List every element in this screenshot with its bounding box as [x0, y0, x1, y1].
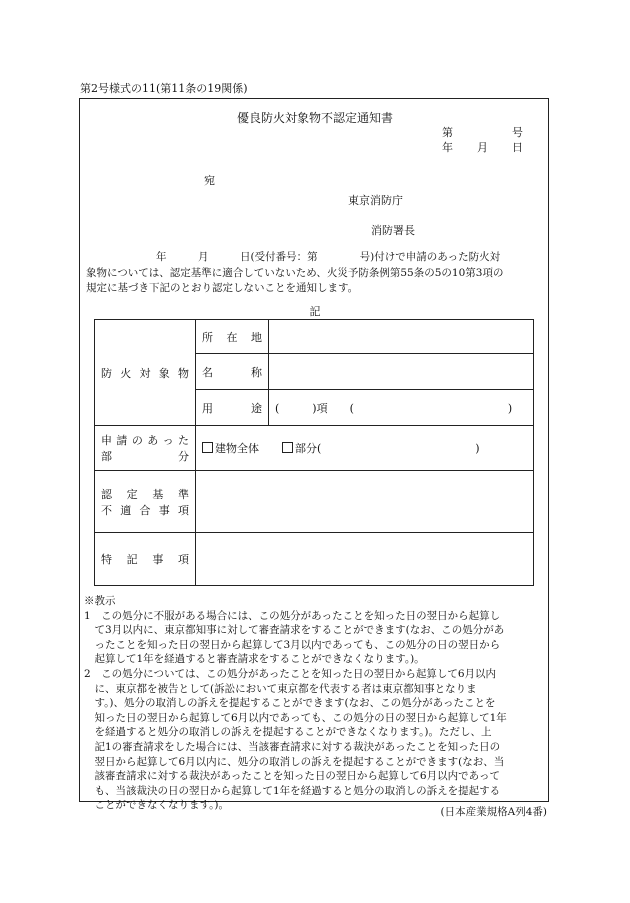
notes-line: 記1の審査請求をした場合には、当該審査請求に対する裁決があったことを知った日の [84, 740, 501, 753]
name-label-cell [196, 354, 269, 390]
date-day: 日 [512, 141, 523, 154]
notes-line: 翌日から起算して6月以内に、処分の取消しの訴えを提起することができます(なお、当 [84, 755, 505, 768]
partial-label: 部分( ) [295, 442, 480, 455]
location-label: 所在地 [202, 330, 262, 344]
jis-size-note: (日本産業規格A列4番) [440, 806, 547, 818]
building-all-checkbox[interactable] [202, 442, 213, 453]
notes-line: 該審査請求に対する裁決があったことを知った日の翌日から起算して6月以内であって [84, 770, 500, 783]
notes-line: て3月以内に、東京都知事に対して審査請求をすることができます(なお、この処分があ [84, 624, 505, 637]
ki-heading: 記 [309, 305, 321, 318]
notes-line: 1 この処分に不服がある場合には、この処分があったことを知った日の翌日から起算し [84, 609, 501, 622]
noncompliance-label-cell [95, 471, 196, 533]
addressee-suffix: 宛 [204, 174, 215, 187]
notes-heading: ※教示 [84, 595, 116, 607]
usage-value: ( )項 ( ) [275, 401, 513, 415]
remarks-label-cell [95, 533, 196, 586]
agency-name: 東京消防庁 [348, 194, 403, 207]
applied-part-label-cell [95, 426, 196, 471]
body-line: 規定に基づき下記のとおり認定しないことを通知します。 [86, 282, 359, 294]
form-caption: 第2号様式の11(第11条の19関係) [80, 82, 248, 95]
remarks-label: 特記事項 [101, 553, 189, 566]
notice-body [86, 250, 544, 297]
date-month: 月 [477, 141, 488, 154]
notes-line: に、東京都を被告として(訴訟において東京都を代表する者は東京都知事となりま [84, 682, 477, 695]
applied-part-options [196, 426, 534, 471]
fire-chief-title: 消防署長 [371, 224, 415, 237]
usage-label-cell [196, 390, 269, 426]
object-label-cell [95, 320, 196, 426]
name-value[interactable] [269, 354, 534, 390]
usage-label: 用途 [202, 401, 262, 415]
notes-line: も、当該裁決の日の翌日から起算して1年を経過すると処分の取消しの訴えを提起する [84, 784, 501, 797]
notes-line: ことができなくなります。)。 [84, 799, 230, 812]
notes-line: す。)、処分の取消しの訴えを提起することができます(なお、この処分があったことを [84, 697, 496, 710]
body-line: 年 月 日(受付番号：第 号)付けで申請のあった防火対 [156, 251, 501, 263]
body-line: 象物については、認定基準に適合していないため、火災予防条例第55条の5の10第3項の [86, 266, 504, 279]
name-label: 名称 [202, 365, 262, 379]
applied-part-label-line2: 部分 [101, 450, 189, 463]
date-year: 年 [442, 141, 453, 154]
noncompliance-value[interactable] [196, 471, 534, 533]
noncompliance-label-line2: 不適合事項 [101, 503, 189, 517]
location-value[interactable] [269, 320, 534, 354]
notes-line: を経過すると処分の取消しの訴えを提起することができなくなります。)。ただし、上 [84, 726, 492, 739]
number-prefix: 第 [442, 126, 453, 139]
building-all-label: 建物全体 [215, 442, 259, 455]
location-label-cell [196, 320, 269, 354]
notes-line: 起算して1年を経過すると審査請求をすることができなくなります。)。 [84, 653, 425, 666]
usage-value-cell[interactable] [269, 390, 534, 426]
notes-line: 2 この処分については、この処分があったことを知った日の翌日から起算して6月以内 [84, 667, 497, 680]
applied-part-label-line1: 申請のあった [101, 434, 189, 447]
document-title: 優良防火対象物不認定通知書 [236, 111, 393, 125]
instructions-section [84, 594, 550, 813]
partial-checkbox[interactable] [282, 442, 293, 453]
record-table [94, 319, 534, 586]
notes-line: 知った日の翌日から起算して6月以内であっても、この処分の日の翌日から起算して1年 [84, 711, 507, 724]
noncompliance-label-line1: 認定基準 [101, 487, 189, 501]
notes-line: ったことを知った日の翌日から起算して3月以内であっても、この処分の日の翌日から [84, 638, 501, 651]
number-suffix: 号 [512, 126, 523, 139]
remarks-value[interactable] [196, 533, 534, 586]
object-label: 防火対象物 [101, 366, 189, 380]
